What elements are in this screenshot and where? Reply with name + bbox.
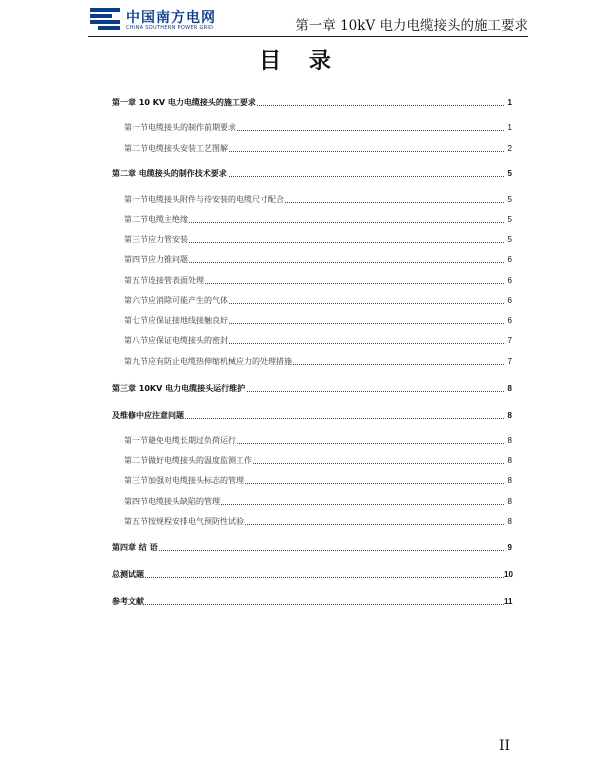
toc-entry-text: 第一节电缆接头附件与待安装的电缆尺寸配合 — [124, 193, 285, 207]
toc-entry-page: 8 — [504, 434, 512, 448]
toc-entry-page: 5 — [504, 193, 512, 207]
toc-entry-text: 第九节应有防止电缆热伸缩机械应力的处理措施 — [124, 355, 293, 369]
toc-entry-page: 8 — [504, 515, 512, 529]
toc-leader-dots — [112, 577, 504, 578]
toc-entry[interactable] — [0, 595, 600, 609]
toc-leader-dots — [112, 550, 504, 551]
toc-entry-text: 第一章 10 KV 电力电缆接头的施工要求 — [112, 96, 257, 110]
toc-entry[interactable] — [0, 294, 600, 308]
header-title: 第一章 10kV 电力电缆接头的施工要求 — [295, 18, 528, 34]
toc-entry[interactable] — [0, 495, 600, 509]
page-header — [88, 6, 528, 37]
toc-entry-page: 9 — [504, 541, 512, 555]
toc-entry[interactable] — [0, 568, 600, 582]
toc-entry[interactable] — [0, 355, 600, 369]
toc-entry[interactable] — [0, 96, 600, 110]
toc-entry[interactable] — [0, 409, 600, 423]
toc-entry-page: 8 — [504, 409, 512, 423]
toc-entry-text: 第二节做好电缆接头的温度监测工作 — [124, 454, 253, 468]
toc-entry[interactable] — [0, 434, 600, 448]
toc-entry-page: 7 — [504, 355, 512, 369]
toc-entry[interactable] — [0, 142, 600, 156]
toc-title: 目 录 — [259, 49, 341, 74]
toc-entry[interactable] — [0, 167, 600, 181]
toc-entry-page: 6 — [504, 294, 512, 308]
toc-entry-text: 第一节电缆接头的制作前期要求 — [124, 121, 237, 135]
toc-entry-page: 10 — [504, 568, 512, 582]
toc-entry-text: 第六节应消除可能产生的气体 — [124, 294, 229, 308]
toc-entry-page: 8 — [504, 454, 512, 468]
toc-entry[interactable] — [0, 274, 600, 288]
toc-entry-page: 8 — [504, 382, 512, 396]
toc-entry[interactable] — [0, 314, 600, 328]
toc-entry-text: 第二节电缆主绝缘 — [124, 213, 189, 227]
toc-entry[interactable] — [0, 515, 600, 529]
toc-entry-page: 7 — [504, 334, 512, 348]
toc-entry-text: 第三节应力管安装 — [124, 233, 189, 247]
logo-english-text: CHINA SOUTHERN POWER GRID — [126, 25, 214, 31]
toc-entry-page: 6 — [504, 274, 512, 288]
toc-entry[interactable] — [0, 334, 600, 348]
toc-entry-text: 第四节应力锥问题 — [124, 253, 189, 267]
toc-entry-text: 第八节应保证电缆接头的密封 — [124, 334, 229, 348]
toc-entry-text: 第二节电缆接头安装工艺图解 — [124, 142, 229, 156]
toc-entry-text: 第一节避免电缆长期过负荷运行 — [124, 434, 237, 448]
toc-entry-page: 5 — [504, 167, 512, 181]
toc-entry[interactable] — [0, 454, 600, 468]
toc-entry-text: 第三章 10KV 电力电缆接头运行维护 — [112, 382, 246, 396]
toc-entry[interactable] — [0, 253, 600, 267]
toc-leader-dots — [112, 604, 504, 605]
toc-entry-text: 第五节按规程安排电气预防性试验 — [124, 515, 245, 529]
toc-entry-text: 第二章 电缆接头的制作技术要求 — [112, 167, 228, 181]
toc-entry-page: 6 — [504, 314, 512, 328]
toc-entry[interactable] — [0, 474, 600, 488]
toc-entry[interactable] — [0, 193, 600, 207]
toc-entry-page: 6 — [504, 253, 512, 267]
toc-entry-page: 8 — [504, 474, 512, 488]
page-number: II — [498, 738, 510, 754]
toc-entry-page: 5 — [504, 213, 512, 227]
toc-entry[interactable] — [0, 382, 600, 396]
toc-entry-page: 8 — [504, 495, 512, 509]
toc-entry-text: 及维修中应注意问题 — [112, 409, 185, 423]
toc-entry-text: 第五节连接管表面处理 — [124, 274, 205, 288]
logo-chinese-text: 中国南方电网 — [126, 10, 216, 26]
company-logo — [88, 6, 258, 34]
toc-entry-text: 第四节电缆接头缺陷的管理 — [124, 495, 221, 509]
toc-entry-page: 5 — [504, 233, 512, 247]
toc-entry[interactable] — [0, 121, 600, 135]
toc-entry-page: 11 — [504, 595, 512, 609]
toc-entry-text: 第三节加强对电缆接头标志的管理 — [124, 474, 245, 488]
toc-entry-page: 2 — [504, 142, 512, 156]
toc-entry-text: 第七节应保证接地线接触良好 — [124, 314, 229, 328]
toc-entry-page: 1 — [504, 96, 512, 110]
toc-entry-page: 1 — [504, 121, 512, 135]
toc-entry-text: 第四章 结 语 — [112, 541, 159, 555]
toc-entry-text: 参考文献 — [112, 595, 145, 609]
toc-entry[interactable] — [0, 213, 600, 227]
toc-entry[interactable] — [0, 233, 600, 247]
toc-entry-text: 总测试题 — [112, 568, 145, 582]
toc-entry[interactable] — [0, 541, 600, 555]
power-grid-logo-icon — [90, 8, 120, 30]
